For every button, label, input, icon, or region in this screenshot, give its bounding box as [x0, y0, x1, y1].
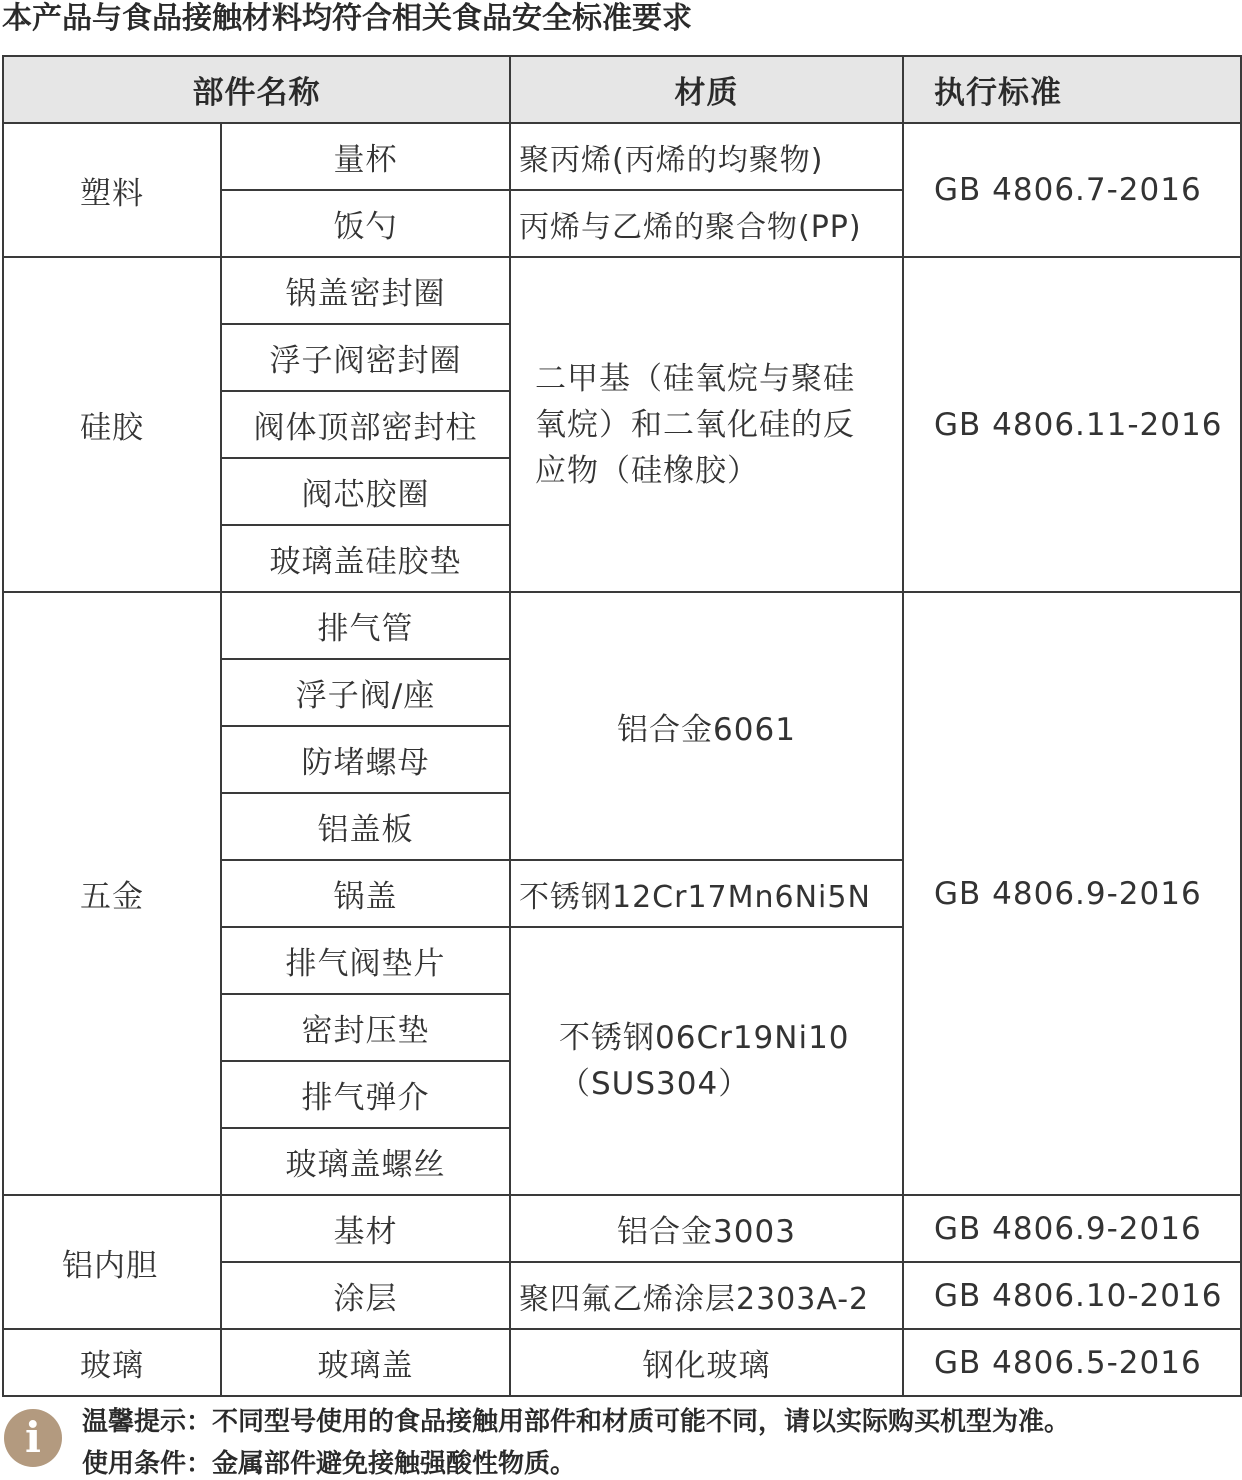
- part-cell: 浮子阀密封圈: [221, 324, 510, 391]
- part-cell: 锅盖: [221, 860, 510, 927]
- part-cell: 阀芯胶圈: [221, 458, 510, 525]
- part-cell: 浮子阀/座: [221, 659, 510, 726]
- category-hardware: 五金: [3, 592, 221, 1195]
- part-cell: 玻璃盖: [221, 1329, 510, 1396]
- part-cell: 玻璃盖螺丝: [221, 1128, 510, 1195]
- category-plastic: 塑料: [3, 123, 221, 257]
- material-cell: 丙烯与乙烯的聚合物(PP): [510, 190, 903, 257]
- part-cell: 密封压垫: [221, 994, 510, 1061]
- category-glass: 玻璃: [3, 1329, 221, 1396]
- page-title: 本产品与食品接触材料均符合相关食品安全标准要求: [2, 1, 692, 36]
- table-header-row: [3, 56, 1241, 123]
- material-cell: 不锈钢12Cr17Mn6Ni5N: [510, 860, 903, 927]
- material-cell-silicone: [510, 257, 903, 592]
- material-text: 二甲基（硅氧烷与聚硅氧烷）和二氧化硅的反应物（硅橡胶）: [535, 360, 855, 489]
- part-cell: 锅盖密封圈: [221, 257, 510, 324]
- usage-condition-note: 使用条件：金属部件避免接触强酸性物质。: [82, 1449, 577, 1479]
- standard-cell: GB 4806.5-2016: [903, 1329, 1241, 1396]
- part-cell: 排气管: [221, 592, 510, 659]
- material-cell: 铝合金3003: [510, 1195, 903, 1262]
- table-row: [3, 1195, 1241, 1262]
- part-cell: 量杯: [221, 123, 510, 190]
- material-cell: 钢化玻璃: [510, 1329, 903, 1396]
- material-text: 不锈钢06Cr19Ni10 （SUS304）: [559, 1020, 850, 1102]
- part-cell: 排气弹介: [221, 1061, 510, 1128]
- material-cell-stainless: [510, 927, 903, 1195]
- table-row: [3, 123, 1241, 190]
- part-cell: 饭勺: [221, 190, 510, 257]
- table-row: [3, 592, 1241, 659]
- material-cell: 聚四氟乙烯涂层2303A-2: [510, 1262, 903, 1329]
- food-contact-material-table: [2, 55, 1242, 1397]
- standard-cell: GB 4806.9-2016: [903, 1195, 1241, 1262]
- material-cell: 聚丙烯(丙烯的均聚物): [510, 123, 903, 190]
- category-silicone: 硅胶: [3, 257, 221, 592]
- part-cell: 玻璃盖硅胶垫: [221, 525, 510, 592]
- part-cell: 铝盖板: [221, 793, 510, 860]
- part-cell: 基材: [221, 1195, 510, 1262]
- part-cell: 防堵螺母: [221, 726, 510, 793]
- standard-cell: GB 4806.7-2016: [903, 123, 1241, 257]
- tip-note: 温馨提示：不同型号使用的食品接触用部件和材质可能不同，请以实际购买机型为准。: [82, 1407, 1071, 1437]
- header-part-name: 部件名称: [3, 56, 510, 123]
- standard-cell: GB 4806.10-2016: [903, 1262, 1241, 1329]
- material-cell: 铝合金6061: [510, 592, 903, 860]
- header-standard: 执行标准: [903, 56, 1241, 123]
- standard-cell: GB 4806.11-2016: [903, 257, 1241, 592]
- info-icon: i: [4, 1409, 62, 1467]
- table-row: [3, 1329, 1241, 1396]
- standard-cell: GB 4806.9-2016: [903, 592, 1241, 1195]
- part-cell: 阀体顶部密封柱: [221, 391, 510, 458]
- notes-section: [0, 1395, 1242, 1479]
- part-cell: 涂层: [221, 1262, 510, 1329]
- part-cell: 排气阀垫片: [221, 927, 510, 994]
- table-row: [3, 257, 1241, 324]
- category-inner-pot: 铝内胆: [3, 1195, 221, 1329]
- header-material: 材质: [510, 56, 903, 123]
